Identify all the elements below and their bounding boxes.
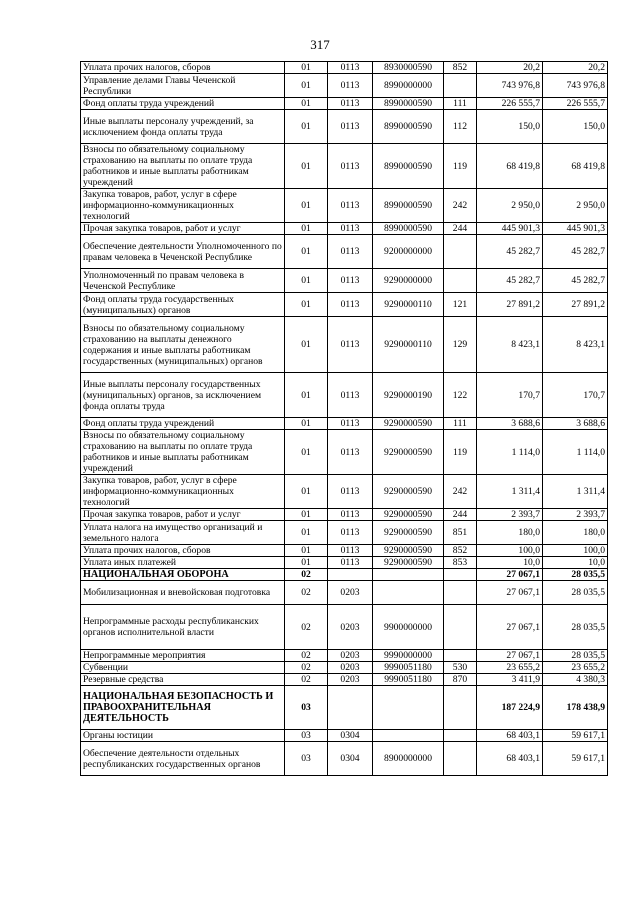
expense-type-code [444,730,477,742]
budget-table [80,61,608,776]
section-code: 01 [285,475,328,509]
program-code: 8990000590 [373,189,444,223]
expense-type-code: 122 [444,373,477,418]
subsection-code: 0203 [328,674,373,686]
subsection-code: 0113 [328,317,373,373]
program-code: 8930000590 [373,62,444,74]
expense-type-code: 530 [444,662,477,674]
table-row [81,189,608,223]
budget-table-body [81,62,608,776]
amount-year-2: 170,7 [543,373,608,418]
item-name: Закупка товаров, работ, услуг в сфере информационно-коммуникационных технологий [81,189,285,223]
amount-year-2: 150,0 [543,110,608,144]
amount-year-1: 1 311,4 [477,475,543,509]
subsection-code [328,686,373,730]
program-code: 9290000000 [373,269,444,293]
expense-type-code [444,650,477,662]
item-name: Управление делами Главы Чеченской Республики [81,74,285,98]
expense-type-code [444,569,477,581]
subsection-code: 0113 [328,293,373,317]
expense-type-code: 121 [444,293,477,317]
table-row [81,98,608,110]
item-name: Непрограммные мероприятия [81,650,285,662]
item-name: Фонд оплаты труда учреждений [81,98,285,110]
expense-type-code [444,742,477,776]
program-code: 9290000590 [373,418,444,430]
amount-year-1: 180,0 [477,521,543,545]
section-code: 02 [285,581,328,605]
item-name: Взносы по обязательному социальному страхованию на выплаты денежного содержания и иные выплаты работникам государственных (муниципальных) органов [81,317,285,373]
subsection-code: 0304 [328,742,373,776]
section-code: 01 [285,98,328,110]
subsection-code: 0113 [328,509,373,521]
subsection-code [328,569,373,581]
expense-type-code: 242 [444,475,477,509]
expense-type-code: 244 [444,509,477,521]
amount-year-1: 2 950,0 [477,189,543,223]
item-name: Уплата прочих налогов, сборов [81,62,285,74]
program-code: 9290000590 [373,475,444,509]
amount-year-2: 27 891,2 [543,293,608,317]
amount-year-1: 68 419,8 [477,144,543,189]
item-name: Уплата налога на имущество организаций и земельного налога [81,521,285,545]
amount-year-2: 8 423,1 [543,317,608,373]
subsection-code: 0113 [328,475,373,509]
program-code: 8990000590 [373,223,444,235]
subsection-code: 0113 [328,430,373,475]
subsection-code: 0113 [328,74,373,98]
expense-type-code [444,269,477,293]
table-row [81,557,608,569]
section-code: 01 [285,110,328,144]
table-row [81,581,608,605]
subsection-code: 0113 [328,235,373,269]
table-row [81,674,608,686]
expense-type-code: 119 [444,144,477,189]
item-name: Взносы по обязательному социальному страхованию на выплаты по оплате труда работников и иные выплаты работникам учреждений [81,144,285,189]
program-code: 8990000590 [373,98,444,110]
amount-year-1: 150,0 [477,110,543,144]
amount-year-1: 3 688,6 [477,418,543,430]
item-name: Иные выплаты персоналу государственных (муниципальных) органов, за исключением фонда оплаты труда [81,373,285,418]
table-row [81,235,608,269]
amount-year-2: 100,0 [543,545,608,557]
section-code: 03 [285,742,328,776]
program-code: 9290000590 [373,521,444,545]
amount-year-1: 8 423,1 [477,317,543,373]
item-name: Иные выплаты персоналу учреждений, за исключением фонда оплаты труда [81,110,285,144]
program-code: 9290000190 [373,373,444,418]
table-section-row [81,569,608,581]
amount-year-1: 1 114,0 [477,430,543,475]
expense-type-code: 119 [444,430,477,475]
subsection-code: 0113 [328,557,373,569]
amount-year-2: 28 035,5 [543,581,608,605]
program-code [373,581,444,605]
section-code: 01 [285,62,328,74]
program-code: 9990000000 [373,650,444,662]
item-name: Фонд оплаты труда учреждений [81,418,285,430]
item-name: Обеспечение деятельности Уполномоченного по правам человека в Чеченской Республике [81,235,285,269]
item-name: Субвенции [81,662,285,674]
subsection-code: 0113 [328,545,373,557]
expense-type-code: 111 [444,98,477,110]
table-row [81,144,608,189]
table-row [81,110,608,144]
section-code: 01 [285,317,328,373]
amount-year-1: 743 976,8 [477,74,543,98]
amount-year-2: 28 035,5 [543,569,608,581]
section-code: 01 [285,223,328,235]
subsection-code: 0203 [328,605,373,650]
amount-year-1: 170,7 [477,373,543,418]
expense-type-code: 870 [444,674,477,686]
subsection-code: 0113 [328,418,373,430]
amount-year-2: 180,0 [543,521,608,545]
amount-year-2: 10,0 [543,557,608,569]
table-row [81,373,608,418]
program-code [373,730,444,742]
expense-type-code: 853 [444,557,477,569]
program-code: 9900000000 [373,605,444,650]
amount-year-2: 68 419,8 [543,144,608,189]
subsection-code: 0113 [328,62,373,74]
section-code: 01 [285,557,328,569]
section-code: 02 [285,674,328,686]
amount-year-2: 743 976,8 [543,74,608,98]
subsection-code: 0113 [328,521,373,545]
amount-year-2: 23 655,2 [543,662,608,674]
expense-type-code [444,686,477,730]
program-code: 9290000590 [373,509,444,521]
item-name: Уплата иных платежей [81,557,285,569]
program-code: 9990051180 [373,674,444,686]
amount-year-2: 20,2 [543,62,608,74]
amount-year-2: 445 901,3 [543,223,608,235]
expense-type-code [444,581,477,605]
expense-type-code: 851 [444,521,477,545]
section-code: 01 [285,189,328,223]
program-code: 8900000000 [373,742,444,776]
amount-year-1: 100,0 [477,545,543,557]
section-code: 01 [285,509,328,521]
amount-year-2: 59 617,1 [543,730,608,742]
subsection-code: 0304 [328,730,373,742]
page-number: 317 [310,37,330,52]
item-name: Фонд оплаты труда государственных (муниципальных) органов [81,293,285,317]
amount-year-2: 2 393,7 [543,509,608,521]
amount-year-1: 27 067,1 [477,605,543,650]
expense-type-code: 111 [444,418,477,430]
table-section-row [81,686,608,730]
amount-year-2: 1 311,4 [543,475,608,509]
table-row [81,605,608,650]
section-code: 03 [285,730,328,742]
amount-year-1: 187 224,9 [477,686,543,730]
expense-type-code: 244 [444,223,477,235]
table-row [81,509,608,521]
program-code [373,569,444,581]
table-row [81,475,608,509]
item-name: НАЦИОНАЛЬНАЯ БЕЗОПАСНОСТЬ И ПРАВООХРАНИТЕЛЬНАЯ ДЕЯТЕЛЬНОСТЬ [81,686,285,730]
item-name: НАЦИОНАЛЬНАЯ ОБОРОНА [81,569,285,581]
section-code: 01 [285,430,328,475]
program-code: 9200000000 [373,235,444,269]
item-name: Мобилизационная и вневойсковая подготовка [81,581,285,605]
amount-year-1: 10,0 [477,557,543,569]
program-code: 9990051180 [373,662,444,674]
amount-year-1: 2 393,7 [477,509,543,521]
program-code: 9290000590 [373,430,444,475]
item-name: Уплата прочих налогов, сборов [81,545,285,557]
amount-year-2: 178 438,9 [543,686,608,730]
subsection-code: 0203 [328,662,373,674]
subsection-code: 0113 [328,189,373,223]
program-code: 9290000110 [373,317,444,373]
subsection-code: 0203 [328,650,373,662]
section-code: 01 [285,235,328,269]
section-code: 01 [285,293,328,317]
item-name: Прочая закупка товаров, работ и услуг [81,509,285,521]
item-name: Закупка товаров, работ, услуг в сфере информационно-коммуникационных технологий [81,475,285,509]
table-row [81,418,608,430]
item-name: Непрограммные расходы республиканских органов исполнительной власти [81,605,285,650]
section-code: 01 [285,74,328,98]
section-code: 02 [285,605,328,650]
table-row [81,650,608,662]
table-row [81,293,608,317]
section-code: 02 [285,650,328,662]
amount-year-1: 27 067,1 [477,569,543,581]
table-row [81,545,608,557]
amount-year-1: 45 282,7 [477,269,543,293]
table-row [81,521,608,545]
amount-year-2: 28 035,5 [543,605,608,650]
amount-year-2: 28 035,5 [543,650,608,662]
item-name: Обеспечение деятельности отдельных республиканских государственных органов [81,742,285,776]
section-code: 02 [285,662,328,674]
amount-year-1: 45 282,7 [477,235,543,269]
expense-type-code [444,235,477,269]
table-row [81,742,608,776]
item-name: Резервные средства [81,674,285,686]
expense-type-code [444,605,477,650]
amount-year-1: 3 411,9 [477,674,543,686]
amount-year-2: 226 555,7 [543,98,608,110]
amount-year-1: 20,2 [477,62,543,74]
program-code: 8990000590 [373,144,444,189]
table-row [81,62,608,74]
table-row [81,317,608,373]
section-code: 01 [285,373,328,418]
section-code: 03 [285,686,328,730]
expense-type-code: 129 [444,317,477,373]
section-code: 01 [285,144,328,189]
item-name: Прочая закупка товаров, работ и услуг [81,223,285,235]
amount-year-2: 1 114,0 [543,430,608,475]
subsection-code: 0113 [328,269,373,293]
amount-year-2: 3 688,6 [543,418,608,430]
subsection-code: 0113 [328,110,373,144]
section-code: 02 [285,569,328,581]
section-code: 01 [285,269,328,293]
section-code: 01 [285,545,328,557]
amount-year-2: 45 282,7 [543,269,608,293]
amount-year-2: 2 950,0 [543,189,608,223]
table-row [81,223,608,235]
amount-year-1: 68 403,1 [477,742,543,776]
expense-type-code: 852 [444,545,477,557]
program-code [373,686,444,730]
item-name: Органы юстиции [81,730,285,742]
expense-type-code [444,74,477,98]
subsection-code: 0113 [328,98,373,110]
amount-year-1: 27 067,1 [477,581,543,605]
amount-year-1: 226 555,7 [477,98,543,110]
program-code: 8990000590 [373,110,444,144]
program-code: 9290000590 [373,545,444,557]
amount-year-1: 27 891,2 [477,293,543,317]
program-code: 9290000110 [373,293,444,317]
table-row [81,730,608,742]
item-name: Уполномоченный по правам человека в Чеченской Республике [81,269,285,293]
section-code: 01 [285,521,328,545]
subsection-code: 0113 [328,223,373,235]
amount-year-2: 45 282,7 [543,235,608,269]
subsection-code: 0203 [328,581,373,605]
table-row [81,430,608,475]
table-row [81,74,608,98]
amount-year-1: 23 655,2 [477,662,543,674]
expense-type-code: 112 [444,110,477,144]
expense-type-code: 242 [444,189,477,223]
table-row [81,269,608,293]
section-code: 01 [285,418,328,430]
amount-year-2: 59 617,1 [543,742,608,776]
amount-year-1: 445 901,3 [477,223,543,235]
item-name: Взносы по обязательному социальному страхованию на выплаты по оплате труда работников и иные выплаты работникам учреждений [81,430,285,475]
subsection-code: 0113 [328,373,373,418]
amount-year-2: 4 380,3 [543,674,608,686]
amount-year-1: 27 067,1 [477,650,543,662]
table-row [81,662,608,674]
program-code: 9290000590 [373,557,444,569]
subsection-code: 0113 [328,144,373,189]
expense-type-code: 852 [444,62,477,74]
amount-year-1: 68 403,1 [477,730,543,742]
program-code: 8990000000 [373,74,444,98]
